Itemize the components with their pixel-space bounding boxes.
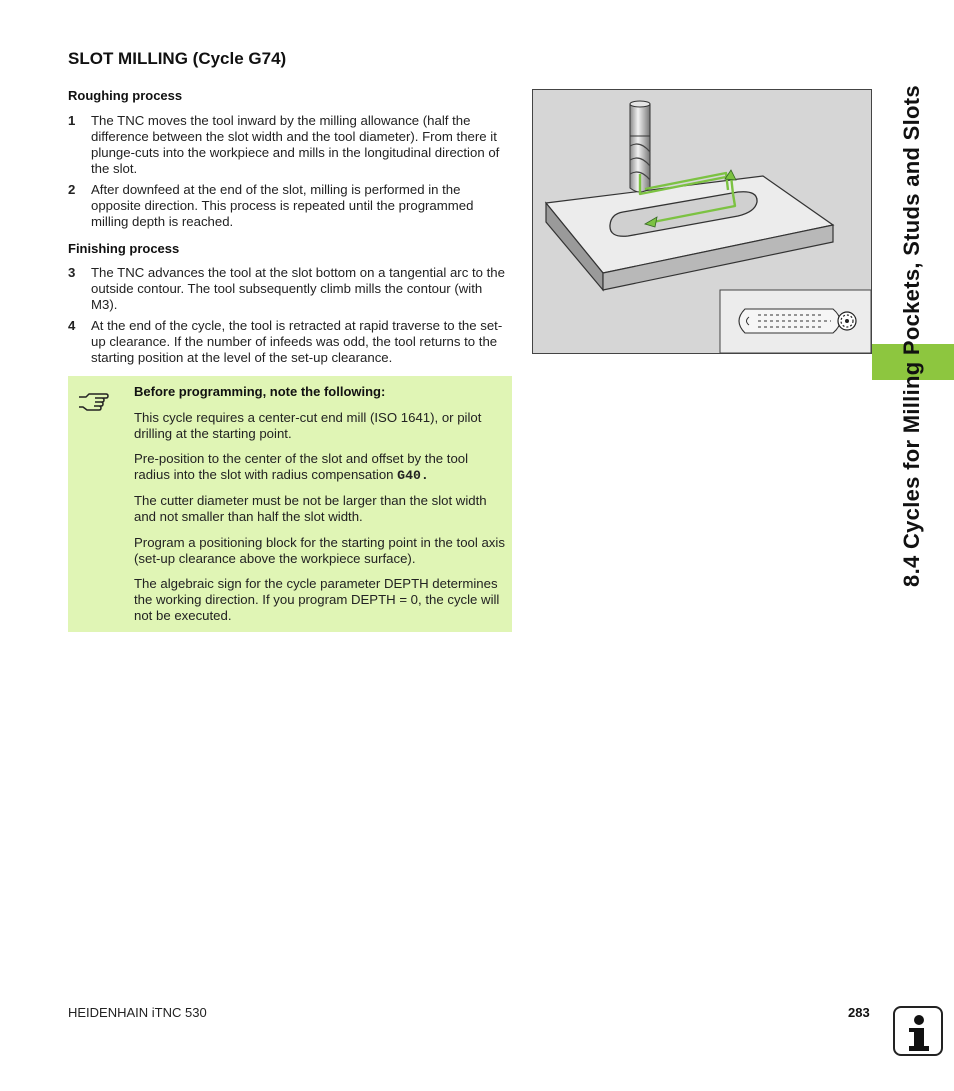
top-view-inset — [720, 290, 871, 353]
note-box — [68, 376, 512, 632]
step-4 — [68, 318, 512, 366]
pointing-hand-icon — [78, 388, 110, 412]
step-text: At the end of the cycle, the tool is retracted at rapid traverse to the set-up clearance. If the number of infeeds was odd, the tool returns to the starting position at the level of the set-up clearance. — [91, 318, 503, 365]
step-text: The TNC advances the tool at the slot bottom on a tangential arc to the outside contour. The tool subsequently climb mills the contour (with M3). — [91, 265, 505, 312]
note-paragraph: The algebraic sign for the cycle parameter DEPTH determines the working direction. If you program DEPTH = 0, the cycle will not be executed. — [134, 576, 500, 623]
note-text: Pre-position to the center of the slot and offset by the tool radius into the slot with radius compensation — [134, 451, 469, 482]
step-3 — [68, 265, 512, 313]
note-paragraph: This cycle requires a center-cut end mill (ISO 1641), or pilot drilling at the starting point. — [134, 410, 482, 441]
footer-product: HEIDENHAIN iTNC 530 — [68, 1005, 207, 1020]
note-paragraph: The cutter diameter must be not be larger than the slot width and not smaller than half the slot width. — [134, 493, 487, 524]
note-paragraph — [134, 451, 506, 484]
slot-milling-illustration — [532, 89, 872, 354]
page-title: SLOT MILLING (Cycle G74) — [68, 49, 287, 68]
step-number: 4 — [68, 318, 76, 333]
info-icon — [893, 1006, 943, 1056]
chapter-side-title: 8.4 Cycles for Milling Pockets, Studs and Slots — [899, 85, 924, 587]
finishing-heading: Finishing process — [68, 241, 180, 256]
code-g40: G40. — [397, 468, 429, 483]
step-number: 2 — [68, 182, 76, 197]
step-1 — [68, 113, 512, 177]
step-number: 3 — [68, 265, 76, 280]
step-2 — [68, 182, 512, 230]
step-number: 1 — [68, 113, 76, 128]
note-title: Before programming, note the following: — [134, 384, 386, 399]
step-text: After downfeed at the end of the slot, milling is performed in the opposite direction. This process is repeated until the programmed milling depth is reached. — [91, 182, 474, 229]
note-paragraph: Program a positioning block for the starting point in the tool axis (set-up clearance above the workpiece surface). — [134, 535, 505, 566]
step-text: The TNC moves the tool inward by the milling allowance (half the difference between the slot width and the tool diameter). From there it plunge-cuts into the workpiece and mills in the longitudinal direction of the slot. — [91, 113, 500, 176]
roughing-heading: Roughing process — [68, 88, 183, 103]
workpiece-block — [546, 176, 833, 290]
page-number: 283 — [848, 1005, 870, 1020]
